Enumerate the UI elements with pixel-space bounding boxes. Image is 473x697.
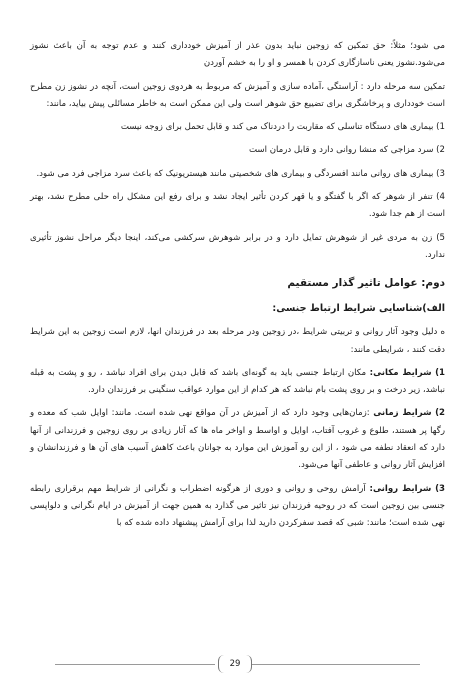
condition-text: آرامش روحی و روانی و دوری از هرگونه اضطراب و نگرانی از شرایط مهم برقراری رابطه جنسی بین زوجین است که در روحیه فرزندان نیز تاثیر می گذارد به همین جهت از آمیزش در ایام نگرانی و دلواپسی نهی شده است؛ مانند: شبی که قصد سفرکردن دارید لذا برای آرامش پیشنهاد داده شده که با [30, 483, 445, 529]
list-text: بیماری های روانی مانند افسردگی و بیماری های شخصیتی مانند هیستریونیک که باعث سرد مزاجی فرد می شود. [36, 168, 434, 179]
list-item [30, 230, 445, 265]
list-text: تنفر از شوهر که اگر با گفتگو و یا قهر کردن تأثیر ایجاد نشد و برای رفع این مشکل راه حلی مطرح نشد، بهتر است از هم جدا شود. [30, 192, 445, 220]
section-heading: دوم: عوامل تاثیر گذار مستقیم [287, 277, 445, 290]
condition-item-place [30, 365, 445, 400]
list-text: سرد مزاجی که منشا روانی دارد و قابل درمان است [248, 145, 434, 156]
condition-text: مکان ارتباط جنسی باید به گونه‌ای باشد که قابل دیدن برای افراد نباشد ، رو و پشت به قبله نباشد، زیر درخت و بر روی پشت بام نباشد که هر کدام از این موارد عواقب سنگینی بر فرزندان دارد. [30, 367, 445, 396]
paragraph-text: ه دلیل وجود آثار روانی و تربیتی شرایط ،در زوجین ودر مرحله بعد در فرزندان انها، لازم است زوجین به این شرایط دقت کنند ، شرایطی مانند: [30, 327, 445, 355]
condition-item-time [30, 405, 445, 474]
list-item [30, 119, 445, 136]
list-number: 2) [436, 145, 445, 156]
list-text: بیماری های دستگاه تناسلی که مقاربت را دردناک می کند و قابل تحمل برای زوجه نیست [120, 122, 434, 133]
paragraph-tamkin [30, 38, 445, 73]
list-number: 5) [436, 232, 446, 243]
condition-number: 1) [435, 367, 445, 378]
list-item [30, 166, 445, 183]
list-text: زن به مردی غیر از شوهرش تمایل دارد و در برابر شوهرش سرکشی می‌کند، اینجا دیگر مراحل نشوز تأثیری ندارد. [30, 232, 445, 260]
condition-paragraph [30, 365, 445, 400]
paragraph-tamkin-stages [30, 79, 445, 114]
list-number: 3) [436, 168, 445, 179]
page-footer [0, 655, 473, 675]
list-number: 4) [436, 192, 445, 203]
footer-divider-left [55, 664, 215, 665]
condition-item-psych [30, 481, 445, 533]
condition-text: :زمان‌هایی وجود دارد که از آمیزش در آن مواقع نهی شده است. مانند: اوایل شب که معده و رگها پر هستند، طلوع و غروب آفتاب، اوایل و اواسط و اواخر ماه ها که آثار زیادی بر روی زوجین و فرزندانی از آنها دارد که انعقاد نطفه می شود ، از این رو آموزش این موارد به جوانان باعث کاهش آسیب های آن ها و فرزندانشان و افزایش آثار روانی و عاطفی آنها می‌شود. [30, 408, 445, 471]
list-number: 1) [436, 122, 445, 133]
subsection-heading: الف)شناسایی شرایط ارتباط جنسی: [272, 303, 445, 315]
condition-title: شرایط روانی: [369, 483, 432, 494]
condition-number: 2) [435, 408, 445, 419]
paragraph-intro [30, 324, 445, 359]
condition-title: شرایط مکانی: [369, 367, 432, 378]
paragraph-text: می شود؛ مثلاً: حق تمکین که زوجین نباید بدون عذر از آمیزش خودداری کنند و عدم توجه به آن باعث نشوز می‌شود.نشوز یعنی ناسازگاری کردن با همسر و او را به خشم آوردن [30, 41, 445, 69]
condition-paragraph [30, 481, 445, 533]
condition-number: 3) [435, 483, 445, 494]
reasons-list [30, 119, 445, 264]
footer-divider-right [252, 664, 420, 665]
list-item [30, 142, 445, 159]
list-item [30, 189, 445, 224]
condition-paragraph [30, 405, 445, 474]
paragraph-text: تمکین سه مرحله دارد : آراستگی ،آماده سازی و آمیزش که مربوط به هردوی زوجین است، آنچه در نشوز زن مطرح است خودداری و پرخاشگری برای تضییع حق شوهر است ولی این ممکن است به خاطر مسائلی پیش بیاید، مانند: [30, 81, 445, 109]
page-number: 29 [218, 655, 252, 673]
condition-title: شرایط زمانی [373, 408, 432, 419]
